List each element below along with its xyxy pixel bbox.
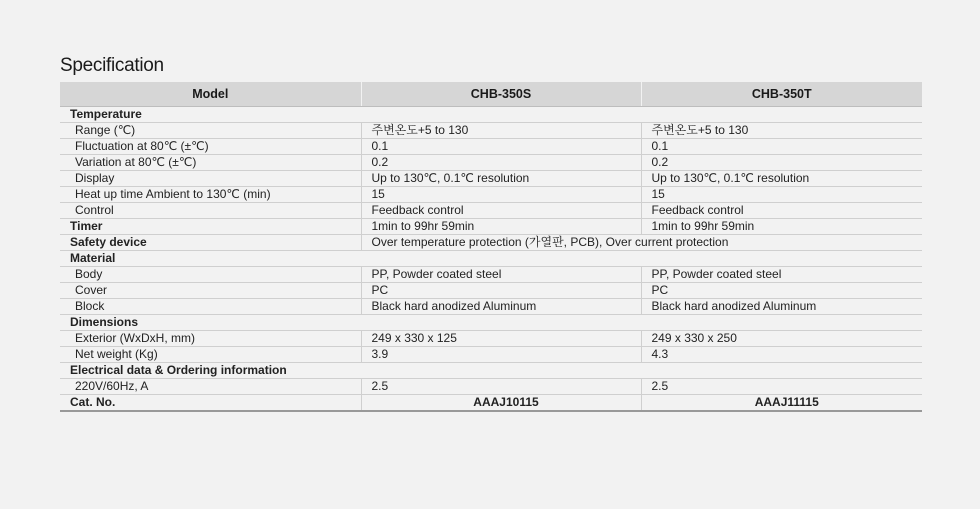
- spec-section: [60, 52, 922, 412]
- row-value-350t: Feedback control: [641, 203, 922, 219]
- table-row: [60, 379, 922, 395]
- section-temperature: [60, 107, 922, 123]
- row-value-350t: 0.2: [641, 155, 922, 171]
- row-value-350t: PC: [641, 283, 922, 299]
- table-row: [60, 299, 922, 315]
- section-label: Temperature: [60, 107, 922, 123]
- row-value-350t: PP, Powder coated steel: [641, 267, 922, 283]
- row-label: Net weight (Kg): [60, 347, 361, 363]
- row-value-shared: Over temperature protection (가열판, PCB), Over current protection: [361, 235, 922, 251]
- table-row: [60, 155, 922, 171]
- row-value-350s: Feedback control: [361, 203, 641, 219]
- row-label: Heat up time Ambient to 130℃ (min): [60, 187, 361, 203]
- section-dimensions: [60, 315, 922, 331]
- row-value-350s: 3.9: [361, 347, 641, 363]
- cat-no-350s: AAAJ10115: [361, 395, 641, 412]
- section-cat-no: [60, 395, 922, 412]
- header-model: Model: [60, 82, 361, 107]
- header-chb-350s: CHB-350S: [361, 82, 641, 107]
- row-value-350s: 2.5: [361, 379, 641, 395]
- row-value-350s: 0.2: [361, 155, 641, 171]
- row-value-350t: 15: [641, 187, 922, 203]
- row-label: 220V/60Hz, A: [60, 379, 361, 395]
- row-value-350t: 249 x 330 x 250: [641, 331, 922, 347]
- section-safety-device: [60, 235, 922, 251]
- row-value-350s: Black hard anodized Aluminum: [361, 299, 641, 315]
- section-label: Dimensions: [60, 315, 922, 331]
- cat-no-350t: AAAJ11115: [641, 395, 922, 412]
- spec-table: [60, 82, 922, 412]
- row-label: Control: [60, 203, 361, 219]
- section-label: Safety device: [60, 235, 361, 251]
- row-value-350t: 2.5: [641, 379, 922, 395]
- row-value-350s: PC: [361, 283, 641, 299]
- row-value-350s: Up to 130℃, 0.1℃ resolution: [361, 171, 641, 187]
- row-value-350t: 주변온도+5 to 130: [641, 123, 922, 139]
- section-label: Cat. No.: [60, 395, 361, 412]
- row-value-350t: 4.3: [641, 347, 922, 363]
- table-header-row: [60, 82, 922, 107]
- row-value-350s: 0.1: [361, 139, 641, 155]
- section-label: Timer: [60, 219, 361, 235]
- row-value-350t: 1min to 99hr 59min: [641, 219, 922, 235]
- row-label: Display: [60, 171, 361, 187]
- row-value-350t: Black hard anodized Aluminum: [641, 299, 922, 315]
- page-title: Specification: [60, 55, 164, 76]
- row-label: Fluctuation at 80℃ (±℃): [60, 139, 361, 155]
- row-label: Cover: [60, 283, 361, 299]
- row-value-350t: Up to 130℃, 0.1℃ resolution: [641, 171, 922, 187]
- section-material: [60, 251, 922, 267]
- row-value-350s: PP, Powder coated steel: [361, 267, 641, 283]
- table-row: [60, 123, 922, 139]
- row-value-350s: 249 x 330 x 125: [361, 331, 641, 347]
- table-row: [60, 267, 922, 283]
- section-timer: [60, 219, 922, 235]
- table-row: [60, 171, 922, 187]
- row-value-350t: 0.1: [641, 139, 922, 155]
- table-row: [60, 347, 922, 363]
- row-value-350s: 주변온도+5 to 130: [361, 123, 641, 139]
- section-label: Material: [60, 251, 922, 267]
- row-label: Range (℃): [60, 123, 361, 139]
- row-label: Body: [60, 267, 361, 283]
- row-label: Variation at 80℃ (±℃): [60, 155, 361, 171]
- table-row: [60, 139, 922, 155]
- table-row: [60, 283, 922, 299]
- header-chb-350t: CHB-350T: [641, 82, 922, 107]
- row-label: Exterior (WxDxH, mm): [60, 331, 361, 347]
- row-value-350s: 15: [361, 187, 641, 203]
- row-value-350s: 1min to 99hr 59min: [361, 219, 641, 235]
- section-label: Electrical data & Ordering information: [60, 363, 922, 379]
- table-row: [60, 331, 922, 347]
- table-row: [60, 187, 922, 203]
- table-row: [60, 203, 922, 219]
- row-label: Block: [60, 299, 361, 315]
- section-electrical: [60, 363, 922, 379]
